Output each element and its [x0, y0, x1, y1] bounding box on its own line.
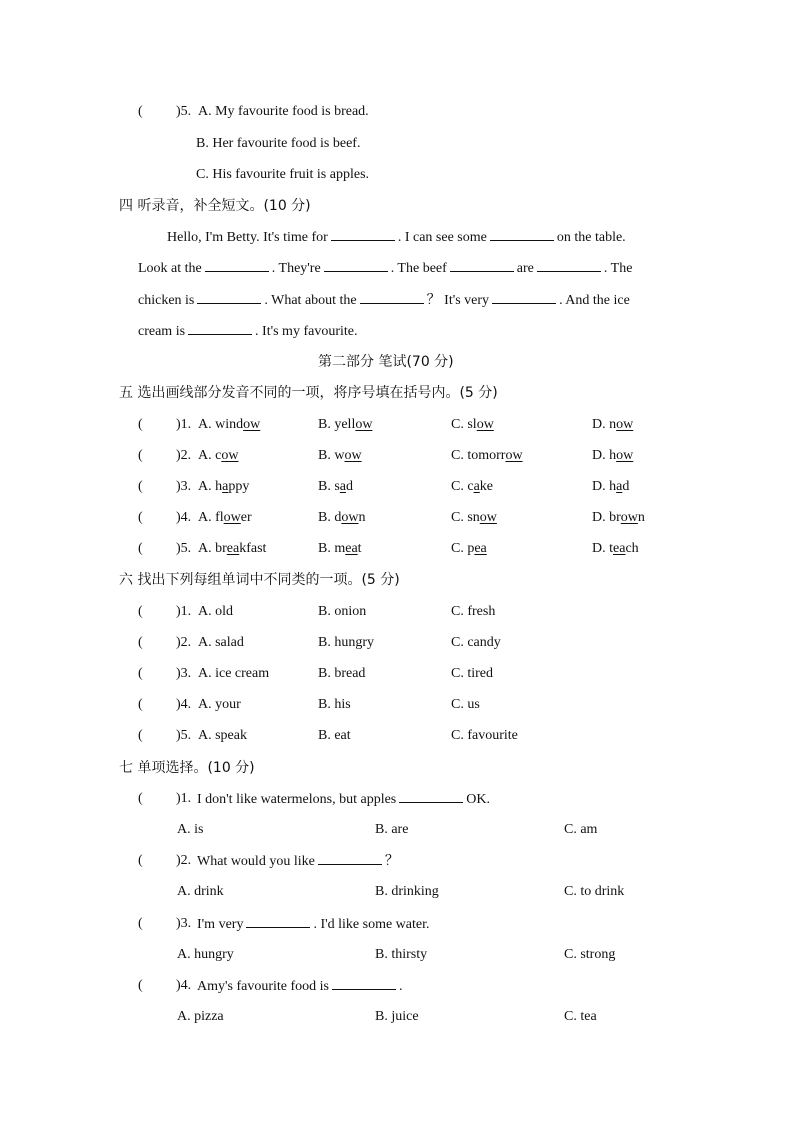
- fill-blank[interactable]: [197, 291, 261, 304]
- item-number: )5.: [176, 541, 192, 556]
- stem-text: .: [399, 979, 403, 994]
- option-b: B. juice: [375, 1009, 419, 1024]
- option-a: [198, 416, 260, 434]
- option-text: B. d: [318, 510, 342, 525]
- option-c: [451, 478, 493, 496]
- option-text: kfast: [239, 541, 267, 556]
- answer-paren[interactable]: (: [138, 604, 143, 619]
- stem-text: I'm very: [197, 917, 244, 932]
- item-number: )2.: [176, 635, 192, 650]
- option-a: A. pizza: [177, 1009, 224, 1024]
- option-text: B. s: [318, 479, 340, 494]
- option-text: B. w: [318, 448, 345, 463]
- item-number: )4.: [176, 510, 192, 525]
- option-b: B. drinking: [375, 884, 439, 899]
- option-text: ke: [479, 479, 493, 494]
- option-b: [318, 416, 372, 434]
- option-c: C. to drink: [564, 884, 625, 899]
- answer-paren[interactable]: (: [138, 853, 143, 868]
- option-d: [592, 478, 629, 496]
- underlined-letters: ow: [243, 417, 261, 432]
- option-text: C. tomorr: [451, 448, 506, 463]
- fill-blank[interactable]: [399, 790, 463, 803]
- text: . I can see some: [397, 230, 487, 245]
- text: Look at the: [138, 261, 202, 276]
- option-d: [592, 447, 633, 465]
- option-a: A. is: [177, 822, 204, 837]
- underlined-letters: ea: [226, 541, 240, 556]
- option-text: n: [358, 510, 366, 525]
- text: . And the ice: [559, 293, 630, 308]
- underlined-letters: ow: [355, 417, 373, 432]
- answer-paren[interactable]: (: [138, 448, 143, 463]
- underlined-letters: a: [473, 479, 480, 494]
- fill-blank[interactable]: [360, 291, 424, 304]
- option-text: D. h: [592, 479, 617, 494]
- option-b: [318, 540, 362, 558]
- option-text: d: [346, 479, 354, 494]
- option-c: C. tired: [451, 666, 493, 681]
- underlined-letters: ea: [345, 541, 358, 556]
- option-b: [318, 447, 362, 465]
- option-a: A. ice cream: [198, 666, 270, 681]
- option-text: D. n: [592, 417, 617, 432]
- option-d: [592, 540, 639, 558]
- option-d: [592, 509, 645, 527]
- option-text: ch: [625, 541, 639, 556]
- option-c: C. candy: [451, 635, 501, 650]
- fill-blank[interactable]: [318, 852, 382, 865]
- text: on the table.: [556, 230, 626, 245]
- question-stem: [197, 915, 430, 934]
- underlined-letters: ow: [616, 417, 634, 432]
- option-text: D. h: [592, 448, 617, 463]
- stem-text: OK.: [466, 792, 490, 807]
- item-number: )2.: [176, 448, 192, 463]
- option-a: A. old: [198, 604, 233, 619]
- item-number: )4.: [176, 697, 192, 712]
- option-b: B. eat: [318, 728, 351, 743]
- option-text: B. yell: [318, 417, 356, 432]
- option-a: A. hungry: [177, 947, 234, 962]
- text: cream is: [138, 324, 186, 339]
- underlined-letters: ow: [620, 510, 638, 525]
- text: . It's my favourite.: [255, 324, 358, 339]
- section-6-title: 六 找出下列每组单词中不同类的一项。(5 分): [119, 572, 400, 588]
- fill-blank[interactable]: [450, 259, 514, 272]
- underlined-letters: ow: [616, 448, 634, 463]
- option-b: B. his: [318, 697, 351, 712]
- option-b: B. hungry: [318, 635, 374, 650]
- option-text: D. t: [592, 541, 613, 556]
- item-number: )5.: [176, 104, 192, 119]
- fill-blank[interactable]: [492, 291, 556, 304]
- answer-paren[interactable]: (: [138, 978, 143, 993]
- item-number: )2.: [176, 853, 192, 868]
- fill-blank[interactable]: [205, 259, 269, 272]
- option-c: C. favourite: [451, 728, 518, 743]
- stem-text: ？: [384, 854, 399, 869]
- option-text: A. h: [198, 479, 223, 494]
- item-number: )1.: [176, 417, 192, 432]
- option-text: A. br: [198, 541, 227, 556]
- answer-paren[interactable]: (: [138, 728, 143, 743]
- option-c: C. strong: [564, 947, 616, 962]
- item-number: )3.: [176, 666, 192, 681]
- option-c: [451, 416, 494, 434]
- option-a: A. speak: [198, 728, 247, 743]
- option-text: A. fl: [198, 510, 224, 525]
- answer-paren[interactable]: (: [138, 791, 143, 806]
- fill-blank[interactable]: [324, 259, 388, 272]
- item-number: )3.: [176, 479, 192, 494]
- answer-paren[interactable]: (: [138, 697, 143, 712]
- underlined-letters: ea: [474, 541, 487, 556]
- answer-paren[interactable]: (: [138, 916, 143, 931]
- answer-paren[interactable]: (: [138, 541, 143, 556]
- item-number: )1.: [176, 791, 192, 806]
- option-b: [318, 509, 365, 527]
- option-c: [451, 509, 497, 527]
- option-text: B. m: [318, 541, 346, 556]
- option-b: [318, 478, 353, 496]
- text: . The beef: [390, 261, 447, 276]
- option-b: B. onion: [318, 604, 367, 619]
- section-4-paragraph-line-3: [138, 291, 630, 309]
- answer-paren[interactable]: (: [138, 417, 143, 432]
- underlined-letters: a: [339, 479, 347, 494]
- underlined-letters: ow: [476, 417, 494, 432]
- text: ？ It's very: [426, 293, 490, 308]
- option-b: B. Her favourite food is beef.: [196, 136, 361, 151]
- text: are: [516, 261, 534, 276]
- option-text: t: [357, 541, 362, 556]
- option-b: B. thirsty: [375, 947, 428, 962]
- option-a: [198, 447, 238, 465]
- option-a: A. drink: [177, 884, 224, 899]
- option-a: [198, 478, 249, 496]
- underlined-letters: ow: [479, 510, 497, 525]
- fill-blank[interactable]: [188, 322, 252, 335]
- underlined-letters: ow: [505, 448, 523, 463]
- stem-text: I don't like watermelons, but apples: [197, 792, 397, 807]
- stem-text: Amy's favourite food is: [197, 979, 330, 994]
- answer-paren[interactable]: (: [138, 666, 143, 681]
- underlined-letters: a: [616, 479, 623, 494]
- fill-blank[interactable]: [537, 259, 601, 272]
- option-text: D. br: [592, 510, 621, 525]
- answer-paren[interactable]: (: [138, 104, 143, 119]
- option-text: er: [240, 510, 252, 525]
- question-stem: [197, 790, 490, 809]
- option-b: B. bread: [318, 666, 366, 681]
- text: chicken is: [138, 293, 195, 308]
- text: Hello, I'm Betty. It's time for: [167, 230, 328, 245]
- question-stem: [197, 977, 403, 996]
- option-text: C. sl: [451, 417, 477, 432]
- option-b: B. are: [375, 822, 409, 837]
- fill-blank[interactable]: [331, 228, 395, 241]
- section-4-paragraph-line-4: [138, 322, 357, 340]
- stem-text: What would you like: [197, 854, 315, 869]
- option-a: A. your: [198, 697, 241, 712]
- underlined-letters: a: [222, 479, 229, 494]
- option-text: C. c: [451, 479, 474, 494]
- section-7-title: 七 单项选择。(10 分): [119, 760, 255, 776]
- section-4-title: 四 听录音，补全短文。(10 分): [119, 198, 311, 214]
- underlined-letters: ow: [223, 510, 241, 525]
- text: . The: [603, 261, 633, 276]
- answer-paren[interactable]: (: [138, 479, 143, 494]
- option-text: d: [622, 479, 630, 494]
- part-2-title: 第二部分 笔试(70 分): [318, 354, 454, 370]
- answer-paren[interactable]: (: [138, 510, 143, 525]
- underlined-letters: ow: [344, 448, 362, 463]
- option-c: [451, 540, 487, 558]
- option-a: A. My favourite food is bread.: [198, 104, 369, 119]
- fill-blank[interactable]: [246, 915, 310, 928]
- option-c: C. His favourite fruit is apples.: [196, 167, 370, 182]
- item-number: )1.: [176, 604, 192, 619]
- underlined-letters: ow: [221, 448, 239, 463]
- option-text: C. sn: [451, 510, 480, 525]
- item-number: )5.: [176, 728, 192, 743]
- fill-blank[interactable]: [332, 977, 396, 990]
- option-c: C. am: [564, 822, 598, 837]
- option-c: C. tea: [564, 1009, 597, 1024]
- option-a: A. salad: [198, 635, 244, 650]
- text: . They're: [271, 261, 321, 276]
- section-4-paragraph-line-1: [167, 228, 626, 246]
- option-c: C. us: [451, 697, 480, 712]
- option-text: A. wind: [198, 417, 244, 432]
- underlined-letters: ea: [613, 541, 626, 556]
- section-5-title: 五 选出画线部分发音不同的一项，将序号填在括号内。(5 分): [119, 385, 498, 401]
- option-text: ppy: [228, 479, 250, 494]
- option-c: [451, 447, 523, 465]
- text: . What about the: [264, 293, 357, 308]
- option-a: [198, 540, 266, 558]
- option-text: n: [637, 510, 645, 525]
- option-a: [198, 509, 252, 527]
- option-text: A. c: [198, 448, 222, 463]
- option-d: [592, 416, 633, 434]
- item-number: )4.: [176, 978, 192, 993]
- underlined-letters: ow: [341, 510, 359, 525]
- item-number: )3.: [176, 916, 192, 931]
- answer-paren[interactable]: (: [138, 635, 143, 650]
- option-text: C. p: [451, 541, 475, 556]
- option-c: C. fresh: [451, 604, 496, 619]
- stem-text: . I'd like some water.: [313, 917, 430, 932]
- fill-blank[interactable]: [490, 228, 554, 241]
- section-4-paragraph-line-2: [138, 259, 632, 277]
- question-stem: [197, 852, 399, 871]
